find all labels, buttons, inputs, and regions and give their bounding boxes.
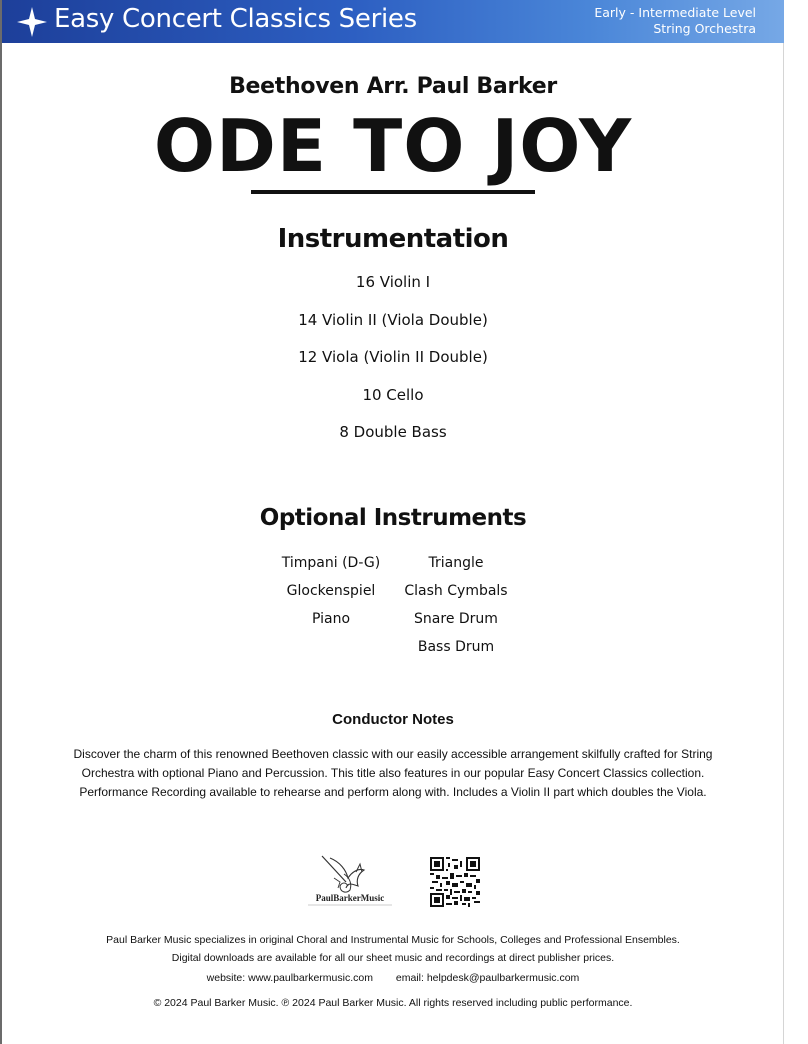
notes-line: Orchestra with optional Piano and Percussion. This title also features in our popular Easy Concert Classics collection.: [81, 766, 705, 780]
instrumentation-heading: Instrumentation: [277, 224, 509, 254]
footer-copyright: © 2024 Paul Barker Music. ℗ 2024 Paul Barker Music. All rights reserved including public performance.: [153, 997, 633, 1009]
optional-instrument-item: Clash Cymbals: [404, 583, 508, 599]
footer-contact: [0, 972, 786, 984]
instrument-item: 10 Cello: [362, 385, 424, 404]
optional-instrument-item: Bass Drum: [417, 639, 495, 655]
level-label: Early - Intermediate Level: [594, 5, 756, 20]
title-underline: [251, 190, 535, 194]
footer-downloads: Digital downloads are available for all our sheet music and recordings at direct publisher prices.: [171, 952, 615, 964]
conductor-notes-heading: Conductor Notes: [332, 711, 454, 728]
brand-logo-text: PaulBarkerMusic: [315, 893, 385, 903]
instrumentation-list: [0, 270, 786, 458]
footer-website: website: www.paulbarkermusic.com: [206, 972, 373, 984]
notes-line: Discover the charm of this renowned Beethoven classic with our easily accessible arrangement skilfully crafted for String: [73, 747, 713, 761]
piece-title: ODE TO JOY: [153, 104, 633, 188]
optional-instrument-item: Snare Drum: [414, 611, 498, 627]
optional-instrument-item: Piano: [311, 611, 351, 627]
level-info: [594, 5, 756, 37]
footer-about: Paul Barker Music specializes in original Choral and Instrumental Music for Schools, Colleges and Professional Ensembles.: [106, 934, 680, 946]
composer-arranger: Beethoven Arr. Paul Barker: [229, 74, 557, 99]
instrument-item: 12 Viola (Violin II Double): [298, 348, 488, 366]
instrument-item: 14 Violin II (Viola Double): [298, 310, 488, 329]
conductor-notes-body: [66, 745, 720, 802]
series-title: Easy Concert Classics Series: [54, 4, 417, 34]
footer-email: email: helpdesk@paulbarkermusic.com: [395, 972, 580, 984]
ensemble-label: String Orchestra: [653, 21, 756, 36]
optional-instruments-heading: Optional Instruments: [259, 505, 527, 531]
qr-code-icon: [430, 857, 480, 907]
optional-instrument-item: Triangle: [428, 555, 484, 571]
instrument-item: 8 Double Bass: [339, 423, 447, 441]
four-point-star-icon: [16, 6, 48, 38]
instrument-item: 16 Violin I: [355, 273, 431, 291]
series-banner: [2, 0, 784, 43]
optional-column-right: [381, 552, 531, 664]
logo-tagline-rule: [300, 902, 400, 910]
notes-line: Performance Recording available to rehearse and perform along with. Includes a Violin II part which doubles the Viola.: [79, 785, 707, 799]
optional-instrument-item: Glockenspiel: [286, 583, 376, 599]
optional-instrument-item: Timpani (D-G): [281, 555, 381, 571]
